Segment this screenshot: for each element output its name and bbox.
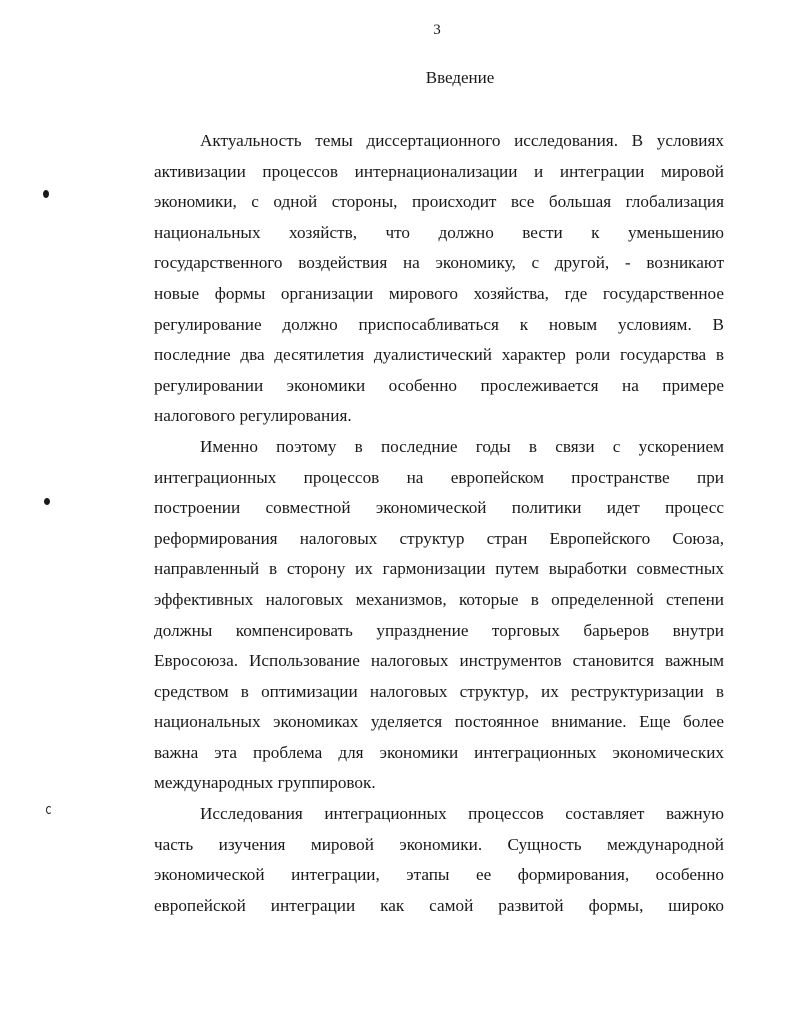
margin-mark [46,806,52,814]
text-line: регулировании экономики особенно прослеживается на примере [154,375,724,395]
text-line: национальных хозяйств, что должно вести к уменьшению [154,222,724,242]
paragraph [154,432,724,799]
text-line: Актуальность темы диссертационного исследования. В условиях [200,131,724,150]
text-line: построении совместной экономической политики идет процесс [154,498,724,518]
text-line: Именно поэтому в последние годы в связи с ускорением [200,436,724,456]
text-line: государственного воздействия на экономику, с другой, - возникают [154,253,724,273]
text-line: Исследования интеграционных процессов составляет важную [200,804,724,824]
text-line: Евросоюза. Использование налоговых инструментов становится важным [154,651,724,671]
paragraph [154,126,724,432]
text-line: налогового регулирования. [154,406,352,426]
text-line: должны компенсировать упразднение торговых барьеров внутри [154,620,724,640]
text-line: регулирование должно приспосабливаться к новым условиям. В [154,314,724,334]
text-line: новые формы организации мирового хозяйства, где государственное [154,283,724,303]
text-line: экономики, с одной стороны, происходит все большая глобализация [154,192,724,212]
body-text [154,126,724,921]
text-line: международных группировок. [154,773,376,793]
text-line: реформирования налоговых структур стран Европейского Союза, [154,528,724,548]
section-heading: Введение [425,68,495,87]
text-line: национальных экономиках уделяется постоянное внимание. Еще более [154,712,724,732]
text-line: часть изучения мировой экономики. Сущность международной [154,834,724,854]
text-line: активизации процессов интернационализации и интеграции мировой [154,161,724,181]
text-line: последние два десятилетия дуалистический характер роли государства в [154,345,724,365]
text-line: направленный в сторону их гармонизации путем выработки совместных [154,559,724,579]
margin-mark [43,190,49,198]
page-number: 3 [433,22,441,38]
text-line: эффективных налоговых механизмов, которые в определенной степени [154,589,724,609]
text-line: средством в оптимизации налоговых структур, их реструктуризации в [154,681,724,701]
text-line: важна эта проблема для экономики интеграционных экономических [154,742,724,762]
margin-mark [44,498,50,505]
text-line: европейской интеграции как самой развитой формы, широко [154,895,724,915]
text-line: интеграционных процессов на европейском пространстве при [154,467,724,487]
paragraph [154,799,724,921]
text-line: экономической интеграции, этапы ее формирования, особенно [154,865,724,885]
